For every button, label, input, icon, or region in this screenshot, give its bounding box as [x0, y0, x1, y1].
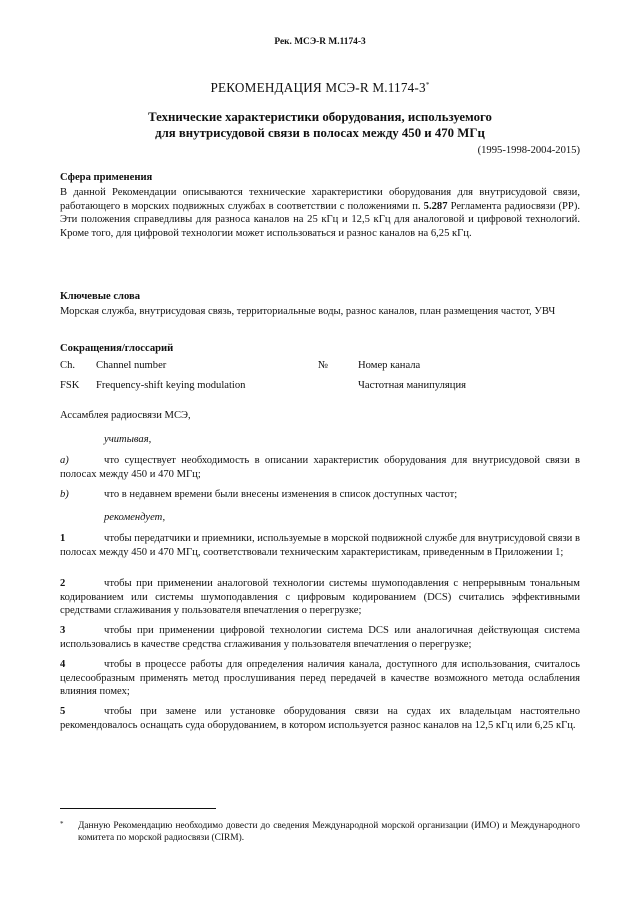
item-text: чтобы при применении цифровой технологии система DCS или аналогичная действующая система использовались в качестве средства сглаживания у пользователя впечатления о перегрузке;	[60, 625, 580, 650]
recommends-item	[60, 532, 580, 559]
item-label: 5	[60, 706, 66, 717]
keywords-heading: Ключевые слова	[60, 291, 141, 302]
recommends-item	[60, 624, 580, 651]
assembly-line: Ассамблея радиосвязи МСЭ,	[60, 410, 191, 421]
item-text: чтобы при замене или установке оборудования связи на судах их владельцам настоятельно рекомендовалось оснащать суда оборудованием, в котором используется разнос каналов на 12,5 кГц или 6,25 кГц.	[60, 706, 580, 731]
glossary-row	[60, 359, 580, 373]
recommends-item	[60, 705, 580, 732]
item-text: что в недавнем времени были внесены изменения в список доступных частот;	[104, 489, 458, 500]
document-title	[60, 110, 580, 141]
glossary-abbreviation: FSK	[60, 380, 80, 391]
item-text: чтобы при применении аналоговой технологии системы шумоподавления с непрерывным тональным кодированием или системы шумоподавления с цифровым кодированием (DCS) считались эффективными средствами сглаживания у пользователя впечатления о перегрузке;	[60, 578, 580, 617]
keywords-paragraph: Морская служба, внутрисудовая связь, территориальные воды, разнос каналов, план размещения частот, УВЧ	[60, 306, 556, 317]
glossary-heading: Сокращения/глоссарий	[60, 343, 174, 354]
considering-heading: учитывая,	[104, 434, 152, 445]
scope-heading: Сфера применения	[60, 172, 153, 183]
considering-item	[60, 454, 580, 481]
revision-dates: (1995-1998-2004-2015)	[477, 145, 580, 156]
considering-item	[60, 488, 580, 502]
recommendation-number: РЕКОМЕНДАЦИЯ МСЭ-R M.1174-3	[210, 80, 426, 95]
glossary-expansion: Channel number	[96, 360, 167, 371]
glossary-expansion-2: Частотная манипуляция	[358, 380, 467, 391]
footnote-separator	[60, 808, 216, 809]
document-title-line-1: Технические характеристики оборудования, используемого	[148, 110, 492, 124]
glossary-abbreviation: Ch.	[60, 360, 76, 371]
recommendation-title	[0, 79, 640, 95]
item-label: 4	[60, 659, 66, 670]
recommends-item	[60, 658, 580, 699]
item-label: 2	[60, 578, 66, 589]
radio-regulations-reference: 5.287	[423, 200, 448, 212]
footnote	[60, 820, 580, 844]
scope-paragraph	[60, 186, 580, 240]
document-title-line-2: для внутрисудовой связи в полосах между 450 и 470 МГц	[155, 125, 485, 140]
item-label: a)	[60, 455, 69, 466]
scope-text-2: Регламента радиосвязи (РР). Эти положения справедливы для разноса каналов на 25 кГц и 12,5 кГц для аналоговой и цифровой технологий. Кроме того, для цифровой технологии может использоваться и разнос каналов на 6,25 кГц.	[60, 200, 580, 239]
item-text: чтобы передатчики и приемники, используемые в морской подвижной службе для внутрисудовой связи в полосах между 450 и 470 МГц, соответствовали техническим характеристикам, приведенным в Приложении 1;	[60, 533, 580, 558]
recommends-item	[60, 577, 580, 618]
running-header: Рек. МСЭ-R M.1174-3	[274, 37, 366, 47]
item-label: 1	[60, 533, 66, 544]
scope-text-1: В данной Рекомендации описываются технические характеристики оборудования для внутрисудовой связи, работающего в морских подвижных службах в соответствии с положениями п.	[60, 187, 580, 212]
item-label: b)	[60, 489, 69, 500]
footnote-reference[interactable]: *	[425, 81, 430, 89]
recommends-heading: рекомендует,	[104, 512, 166, 523]
glossary-row	[60, 379, 580, 393]
footnote-mark: *	[60, 820, 64, 828]
glossary-expansion-2: Номер канала	[358, 360, 421, 371]
glossary-abbreviation-2: №	[318, 360, 329, 371]
item-text: что существует необходимость в описании характеристик оборудования для внутрисудовой связи в полосах между 450 и 470 МГц;	[60, 455, 580, 480]
glossary-expansion: Frequency-shift keying modulation	[96, 380, 246, 391]
item-text: чтобы в процессе работы для определения наличия канала, доступного для использования, считалось целесообразным применять метод прослушивания перед передачей в качестве возможного метода ослабления влияния помех;	[60, 659, 580, 698]
footnote-text: Данную Рекомендацию необходимо довести до сведения Международной морской организации (ИМО) и Международного комитета по морской радиосвязи (CIRM).	[78, 821, 580, 843]
item-label: 3	[60, 625, 66, 636]
